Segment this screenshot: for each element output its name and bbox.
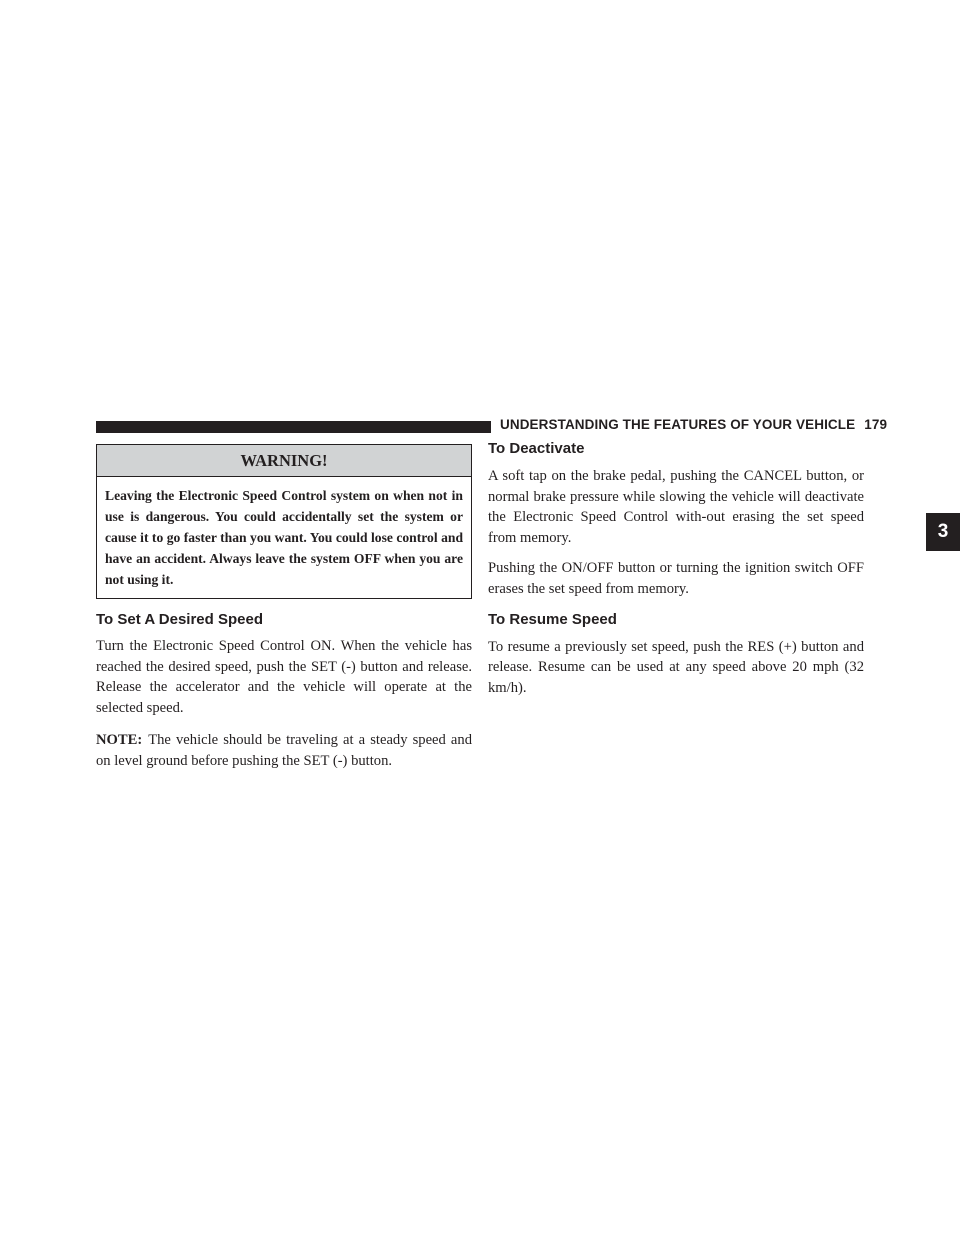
resume-paragraph: To resume a previously set speed, push the RES (+) button and release. Resume can be used at any speed above 20 mph (32 km/h). (488, 638, 864, 696)
deactivate-paragraph-2: Pushing the ON/OFF button or turning the ignition switch OFF erases the set speed from memory. (488, 560, 864, 597)
set-speed-heading: To Set A Desired Speed (96, 611, 263, 628)
left-column (96, 444, 472, 772)
deactivate-heading: To Deactivate (488, 440, 585, 457)
page-number: 179 (864, 417, 888, 432)
deactivate-paragraph-1: A soft tap on the brake pedal, pushing the CANCEL button, or normal brake pressure while slowing the vehicle will deactivate the Electronic Speed Control with-out erasing the set speed from memory. (488, 468, 864, 546)
right-column (488, 440, 864, 698)
set-speed-paragraph: Turn the Electronic Speed Control ON. When the vehicle has reached the desired speed, push the SET (-) button and release. Release the accelerator and the vehicle will operate at the selected speed. (96, 638, 472, 716)
running-header (500, 417, 887, 432)
note-label: NOTE: (96, 732, 143, 749)
resume-heading: To Resume Speed (488, 610, 617, 628)
note-text: The vehicle should be traveling at a steady speed and on level ground before pushing the SET (-) button. (96, 732, 472, 769)
warning-text: Leaving the Electronic Speed Control system on when not in use is dangerous. You could accidentally set the system or cause it to go faster than you want. You could lose control and have an accident. Always leave the system OFF when you are not using it. (105, 488, 463, 587)
chapter-tab: 3 (926, 513, 960, 551)
warning-box (96, 444, 472, 599)
header-rule (96, 421, 491, 433)
section-title: UNDERSTANDING THE FEATURES OF YOUR VEHICLE (500, 417, 856, 432)
note-paragraph (96, 730, 472, 771)
warning-title: WARNING! (97, 445, 471, 477)
